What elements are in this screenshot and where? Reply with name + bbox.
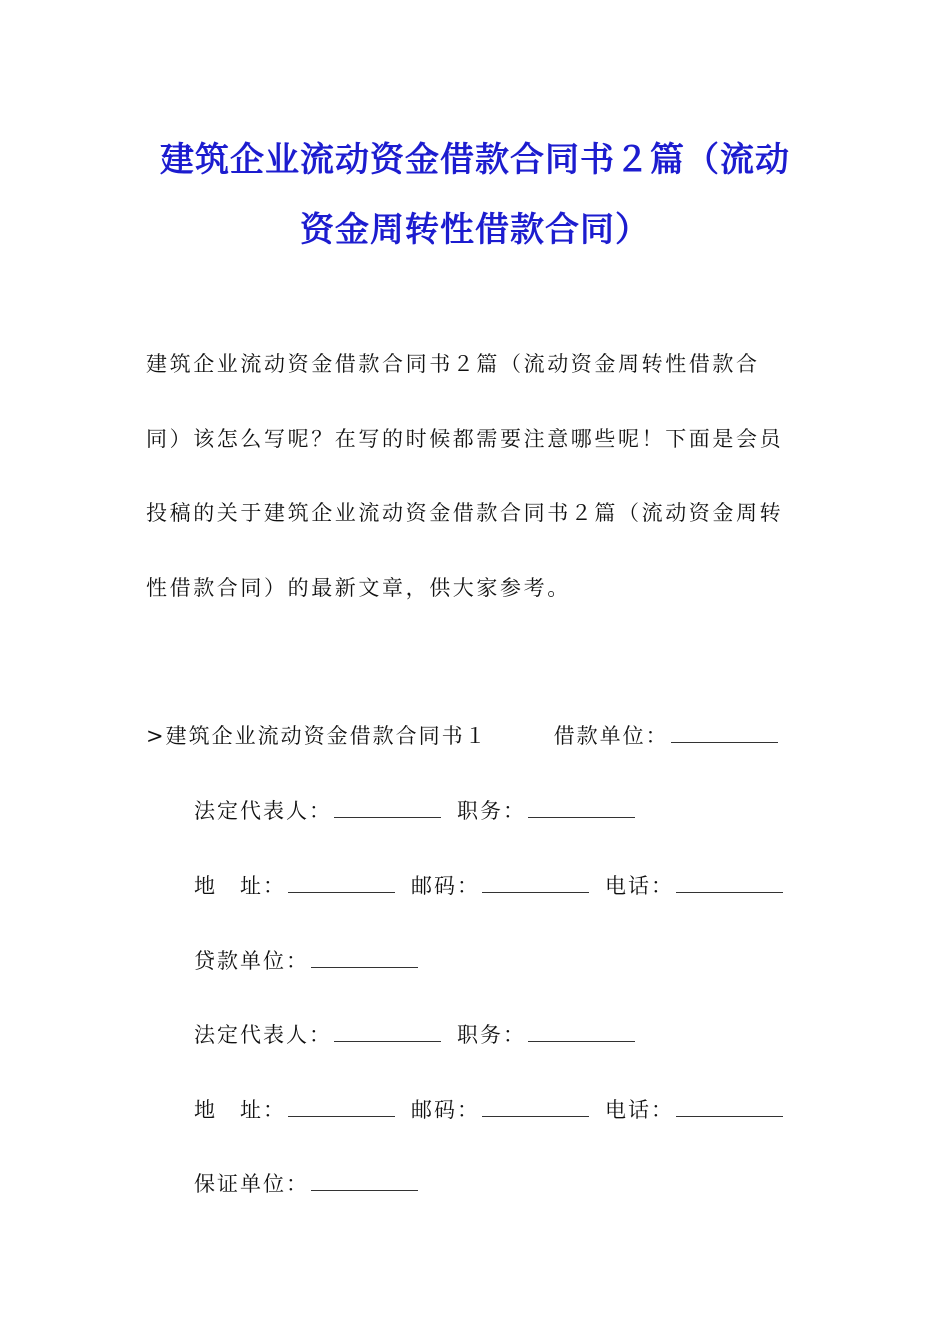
lender-postcode-blank — [482, 1098, 589, 1117]
contract-heading: >建筑企业流动资金借款合同书１ — [146, 724, 488, 748]
borrower-position-label: 职务： — [457, 799, 526, 823]
borrower-phone-field — [605, 870, 783, 900]
borrower-rep-row — [194, 795, 635, 825]
lender-address-label: 地 址： — [194, 1098, 286, 1122]
lender-phone-label: 电话： — [605, 1098, 674, 1122]
lender-postcode-label: 邮码： — [411, 1098, 480, 1122]
borrower-field — [554, 720, 778, 750]
borrower-label: 借款单位： — [553, 724, 669, 748]
lender-phone-field — [605, 1094, 783, 1124]
contract-heading-row — [146, 720, 778, 750]
guarantor-blank — [311, 1172, 418, 1191]
lender-contact-row — [194, 1094, 783, 1124]
guarantor-label: 保证单位： — [194, 1172, 309, 1196]
borrower-postcode-blank — [482, 874, 589, 893]
borrower-rep-label: 法定代表人： — [194, 799, 332, 823]
lender-postcode-field — [411, 1094, 589, 1124]
lender-rep-row — [194, 1019, 635, 1049]
title-line-1: 建筑企业流动资金借款合同书２篇（流动 — [160, 140, 790, 180]
intro-line: 投稿的关于建筑企业流动资金借款合同书２篇（流动资金周转 — [146, 501, 784, 525]
lender-row — [194, 945, 418, 975]
lender-rep-label: 法定代表人： — [194, 1023, 332, 1047]
intro-line: 建筑企业流动资金借款合同书２篇（流动资金周转性借款合 — [146, 352, 760, 376]
lender-rep-field — [194, 1019, 441, 1049]
guarantor-field — [194, 1168, 418, 1198]
borrower-rep-blank — [334, 799, 441, 818]
lender-position-label: 职务： — [457, 1023, 526, 1047]
borrower-contact-row — [194, 870, 783, 900]
intro-line: 性借款合同）的最新文章，供大家参考。 — [146, 576, 571, 600]
lender-position-field — [457, 1019, 635, 1049]
lender-phone-blank — [676, 1098, 783, 1117]
intro-line: 同）该怎么写呢？在写的时候都需要注意哪些呢！下面是会员 — [146, 427, 784, 451]
borrower-address-blank — [288, 874, 395, 893]
borrower-phone-blank — [676, 874, 783, 893]
borrower-position-field — [457, 795, 635, 825]
borrower-postcode-field — [411, 870, 589, 900]
lender-field — [194, 945, 418, 975]
borrower-rep-field — [194, 795, 441, 825]
lender-blank — [311, 949, 418, 968]
borrower-address-label: 地 址： — [194, 874, 286, 898]
lender-rep-blank — [334, 1023, 441, 1042]
borrower-phone-label: 电话： — [605, 874, 674, 898]
guarantor-row — [194, 1168, 418, 1198]
borrower-address-field — [194, 870, 395, 900]
borrower-blank — [671, 724, 778, 743]
lender-address-blank — [288, 1098, 395, 1117]
borrower-postcode-label: 邮码： — [411, 874, 480, 898]
title-line-2: 资金周转性借款合同） — [300, 210, 650, 250]
lender-position-blank — [528, 1023, 635, 1042]
borrower-position-blank — [528, 799, 635, 818]
lender-label: 贷款单位： — [194, 949, 309, 973]
lender-address-field — [194, 1094, 395, 1124]
